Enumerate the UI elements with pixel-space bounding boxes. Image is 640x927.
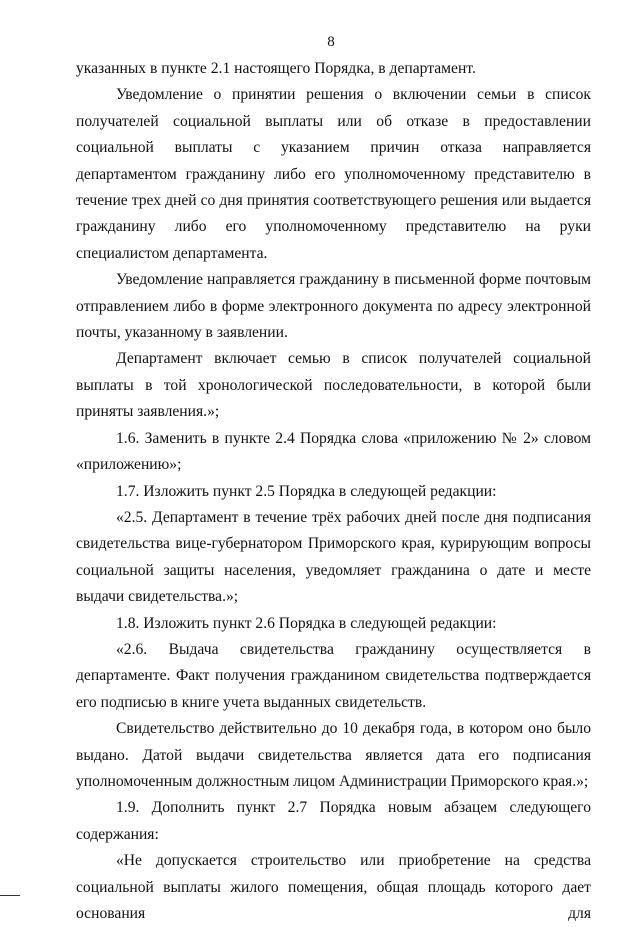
paragraph-clause-2-6: «2.6. Выдача свидетельства гражданину осуществляется в департаменте. Факт получения гражданином свидетельства подтверждается его подписью в книге учета выданных свидетельств. bbox=[76, 640, 591, 711]
document-body bbox=[76, 56, 591, 927]
paragraph-continuation: указанных в пункте 2.1 настоящего Порядка, в департамент. bbox=[76, 60, 476, 77]
paragraph-new-clause: «Не допускается строительство или приобретение на средства социальной выплаты жилого помещения, общая площадь которого дает основания для bbox=[76, 852, 591, 922]
paragraph-item-1-6: 1.6. Заменить в пункте 2.4 Порядка слова «приложению № 2» словом «приложению»; bbox=[76, 429, 591, 474]
paragraph-item-1-8: 1.8. Изложить пункт 2.6 Порядка в следующей редакции: bbox=[116, 614, 497, 632]
paragraph-notification-decision: Уведомление о принятии решения о включении семьи в список получателей социальной выплаты или об отказе в предоставлении социальной выплаты с указанием причин отказа направляется департаментом гражданину либо его уполномоченному представителю в течение трех дней со дня принятия соответствующего решения или выдается гражданину либо его уполномоченному представителю на руки специалистом департамента. bbox=[76, 86, 591, 262]
scan-edge-mark bbox=[0, 895, 20, 896]
paragraph-clause-2-5: «2.5. Департамент в течение трёх рабочих дней после дня подписания свидетельства вице-губернатором Приморского края, курирующим вопросы социальной защиты населения, уведомляет гражданина о дате и месте выдачи свидетельства.»; bbox=[76, 508, 591, 606]
paragraph-item-1-7: 1.7. Изложить пункт 2.5 Порядка в следующей редакции: bbox=[116, 482, 497, 500]
page-number: 8 bbox=[327, 34, 335, 50]
paragraph-department-list: Департамент включает семью в список получателей социальной выплаты в той хронологической последовательности, в которой были приняты заявления.»; bbox=[76, 350, 591, 421]
paragraph-certificate-validity: Свидетельство действительно до 10 декабря года, в котором оно было выдано. Датой выдачи свидетельства является дата его подписания уполномоченным должностным лицом Администрации Приморского края.»; bbox=[76, 720, 591, 790]
paragraph-item-1-9: 1.9. Дополнить пункт 2.7 Порядка новым абзацем следующего содержания: bbox=[76, 799, 591, 843]
paragraph-notification-form: Уведомление направляется гражданину в письменной форме почтовым отправлением либо в форме электронного документа по адресу электронной почты, указанному в заявлении. bbox=[76, 271, 591, 342]
